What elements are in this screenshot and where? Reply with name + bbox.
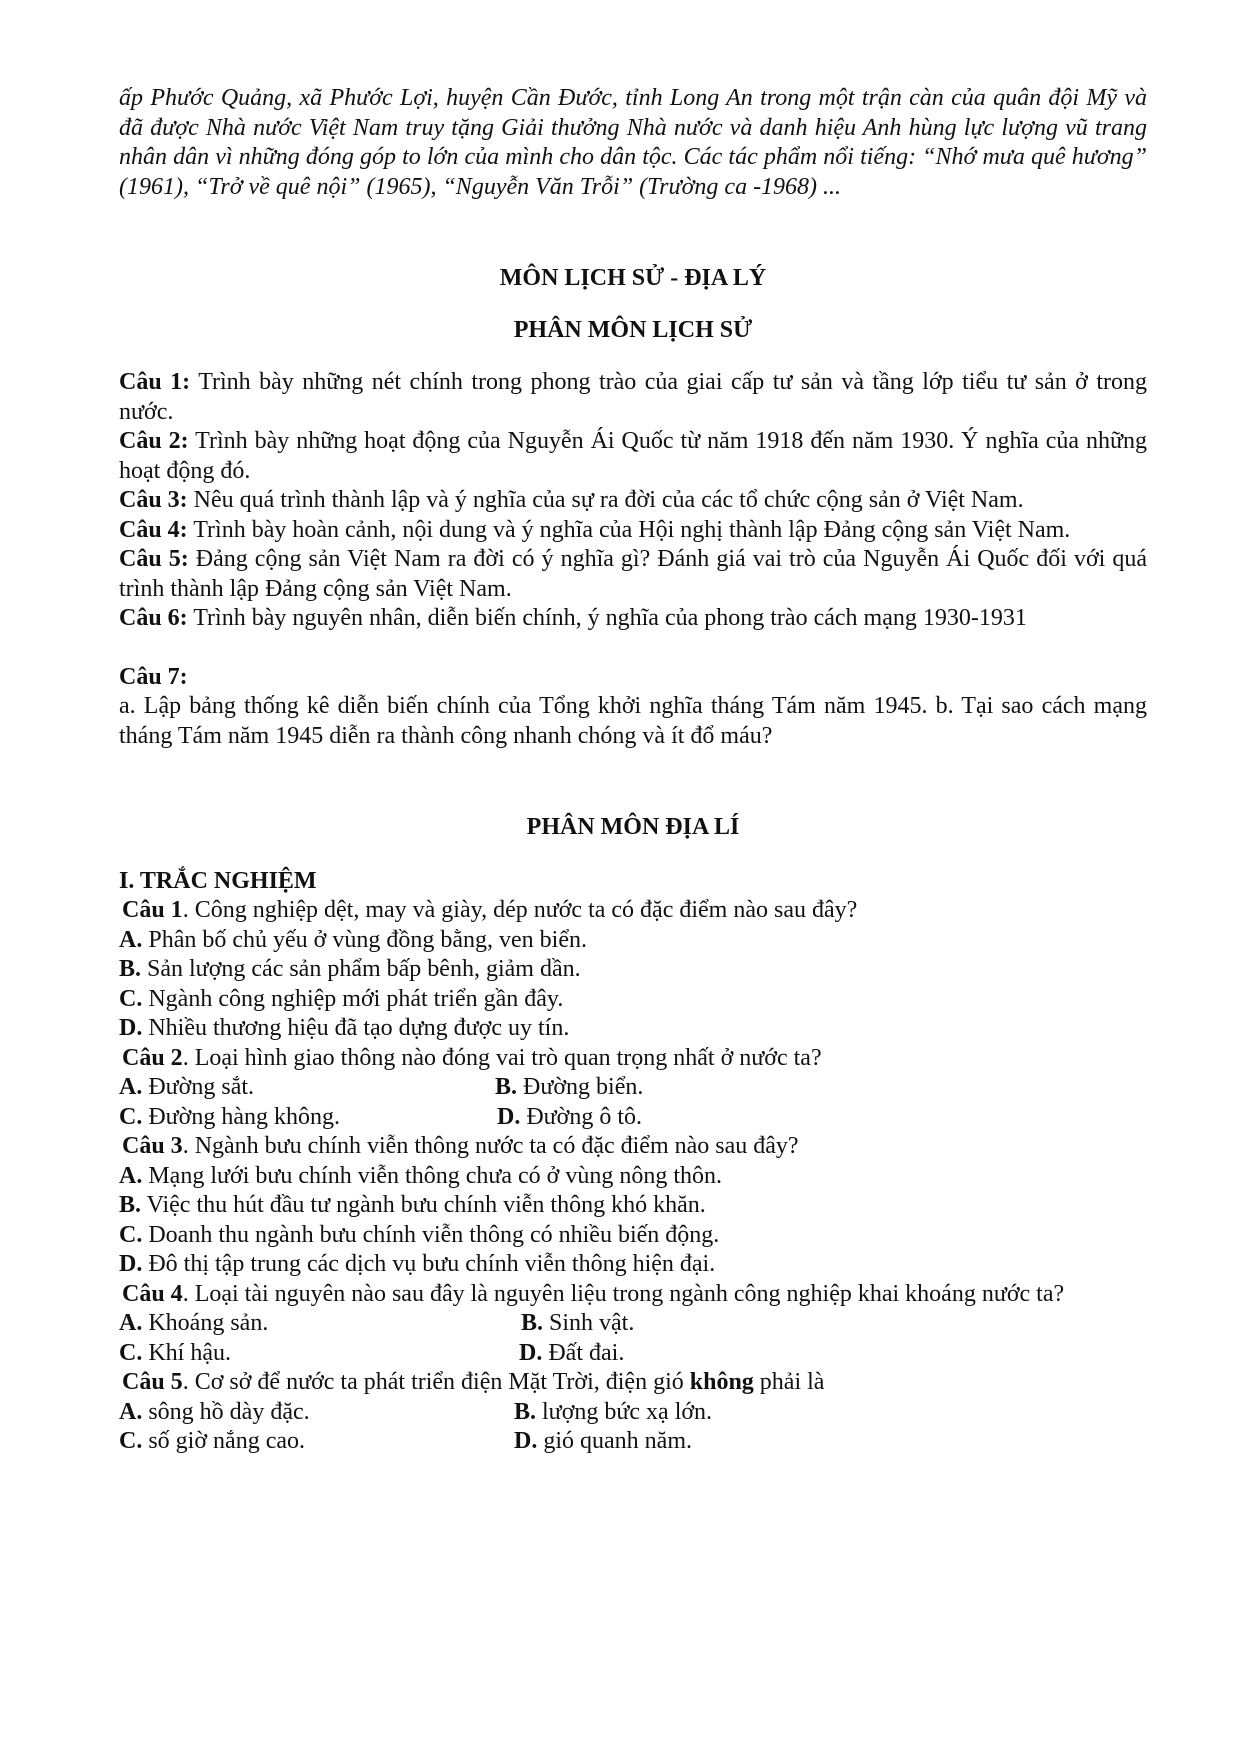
geo-q2-option-b: B. Đường biển. (495, 1074, 644, 1100)
geo-q1-option-b: B. Sản lượng các sản phẩm bấp bênh, giảm dần. (119, 956, 581, 982)
subject-title: MÔN LỊCH SỬ - ĐỊA LÝ (499, 265, 767, 291)
geo-q4-option-a: A. Khoáng sản. (119, 1310, 269, 1336)
geo-q2-options-row-1 (119, 1073, 1147, 1103)
geo-q5-options-row-2 (119, 1427, 1147, 1457)
geo-q3-option-c: C. Doanh thu ngành bưu chính viễn thông có nhiều biến động. (119, 1221, 720, 1248)
geo-question-3: Câu 3. Ngành bưu chính viễn thông nước ta có đặc điểm nào sau đây? (122, 1133, 799, 1159)
geo-q5-option-d: D. gió quanh năm. (514, 1428, 692, 1454)
geo-q5-option-a: A. sông hồ dày đặc. (119, 1398, 310, 1425)
geo-q1-option-d: D. Nhiều thương hiệu đã tạo dựng được uy tín. (119, 1015, 570, 1041)
geo-q5-options-row-1 (119, 1398, 1147, 1428)
geo-q5-option-c: C. số giờ nắng cao. (119, 1428, 305, 1454)
geo-q4-option-c: C. Khí hậu. (119, 1339, 231, 1366)
geo-q1-option-a: A. Phân bố chủ yếu ở vùng đồng bằng, ven biển. (119, 926, 587, 953)
geo-q4-options-row-1 (119, 1309, 1147, 1339)
geo-q3-option-a: A. Mạng lưới bưu chính viễn thông chưa có ở vùng nông thôn. (119, 1162, 723, 1189)
history-question-7-text: a. Lập bảng thống kê diễn biến chính của Tổng khởi nghĩa tháng Tám năm 1945. b. Tại sao cách mạng tháng Tám năm 1945 diễn ra thành công nhanh chóng và ít đổ máu? (119, 693, 1147, 749)
geo-q2-option-a: A. Đường sắt. (119, 1074, 255, 1100)
geo-q2-option-c: C. Đường hàng không. (119, 1103, 341, 1130)
geo-q4-option-b: B. Sinh vật. (521, 1310, 635, 1336)
geo-question-5: Câu 5. Cơ sở để nước ta phát triển điện Mặt Trời, điện gió không phải là (122, 1369, 825, 1395)
history-section-title: PHÂN MÔN LỊCH SỬ (513, 316, 753, 343)
history-question-2: Câu 2: Trình bày những hoạt động của Nguyễn Ái Quốc từ năm 1918 đến năm 1930. Ý nghĩa của những hoạt động đó. (119, 428, 1148, 484)
history-question-7-label: Câu 7: (119, 663, 188, 690)
geo-q4-options-row-2 (119, 1339, 1147, 1369)
geo-q5-option-b: B. lượng bức xạ lớn. (514, 1398, 713, 1425)
history-question-5: Câu 5: Đảng cộng sản Việt Nam ra đời có ý nghĩa gì? Đánh giá vai trò của Nguyễn Ái Quốc đối với quá trình thành lập Đảng cộng sản Việt Nam. (119, 546, 1147, 602)
geo-question-2: Câu 2. Loại hình giao thông nào đóng vai trò quan trọng nhất ở nước ta? (122, 1044, 822, 1071)
intro-paragraph (119, 84, 1147, 202)
part-title: I. TRẮC NGHIỆM (119, 867, 317, 894)
history-question-6: Câu 6: Trình bày nguyên nhân, diễn biến chính, ý nghĩa của phong trào cách mạng 1930-1931 (119, 605, 1027, 631)
history-question-1: Câu 1: Trình bày những nét chính trong phong trào của giai cấp tư sản và tầng lớp tiểu tư sản ở trong nước. (119, 369, 1148, 425)
history-questions (119, 368, 1147, 751)
history-question-3: Câu 3: Nêu quá trình thành lập và ý nghĩa của sự ra đời của các tổ chức cộng sản ở Việt Nam. (119, 487, 1024, 513)
geo-q3-option-b: B. Việc thu hút đầu tư ngành bưu chính viễn thông khó khăn. (119, 1192, 706, 1218)
geography-questions (119, 867, 1147, 1457)
geography-section-title: PHÂN MÔN ĐỊA LÍ (526, 814, 740, 840)
geo-q2-options-row-2 (119, 1103, 1147, 1133)
geo-question-1: Câu 1. Công nghiệp dệt, may và giày, dép nước ta có đặc điểm nào sau đây? (122, 897, 858, 923)
geo-q2-option-d: D. Đường ô tô. (497, 1103, 643, 1130)
document-page (119, 84, 1147, 1457)
history-question-4: Câu 4: Trình bày hoàn cảnh, nội dung và ý nghĩa của Hội nghị thành lập Đảng cộng sản Việt Nam. (119, 516, 1071, 543)
geo-q4-option-d: D. Đất đai. (519, 1339, 625, 1366)
geo-question-4: Câu 4. Loại tài nguyên nào sau đây là nguyên liệu trong ngành công nghiệp khai khoáng nước ta? (122, 1280, 1065, 1307)
intro-text: ấp Phước Quảng, xã Phước Lợi, huyện Cần Đước, tỉnh Long An trong một trận càn của quân đội Mỹ và đã được Nhà nước Việt Nam truy tặng Giải thưởng Nhà nước và danh hiệu Anh hùng lực lượng vũ trang nhân dân vì những đóng góp to lớn của mình cho dân tộc. Các tác phẩm nổi tiếng: “Nhớ mưa quê hương” (1961), “Trở về quê nội” (1965), “Nguyễn Văn Trỗi” (Trường ca -1968) ... (119, 85, 1147, 200)
geo-q1-option-c: C. Ngành công nghiệp mới phát triển gần đây. (119, 985, 564, 1012)
geo-q3-option-d: D. Đô thị tập trung các dịch vụ bưu chính viễn thông hiện đại. (119, 1251, 716, 1277)
